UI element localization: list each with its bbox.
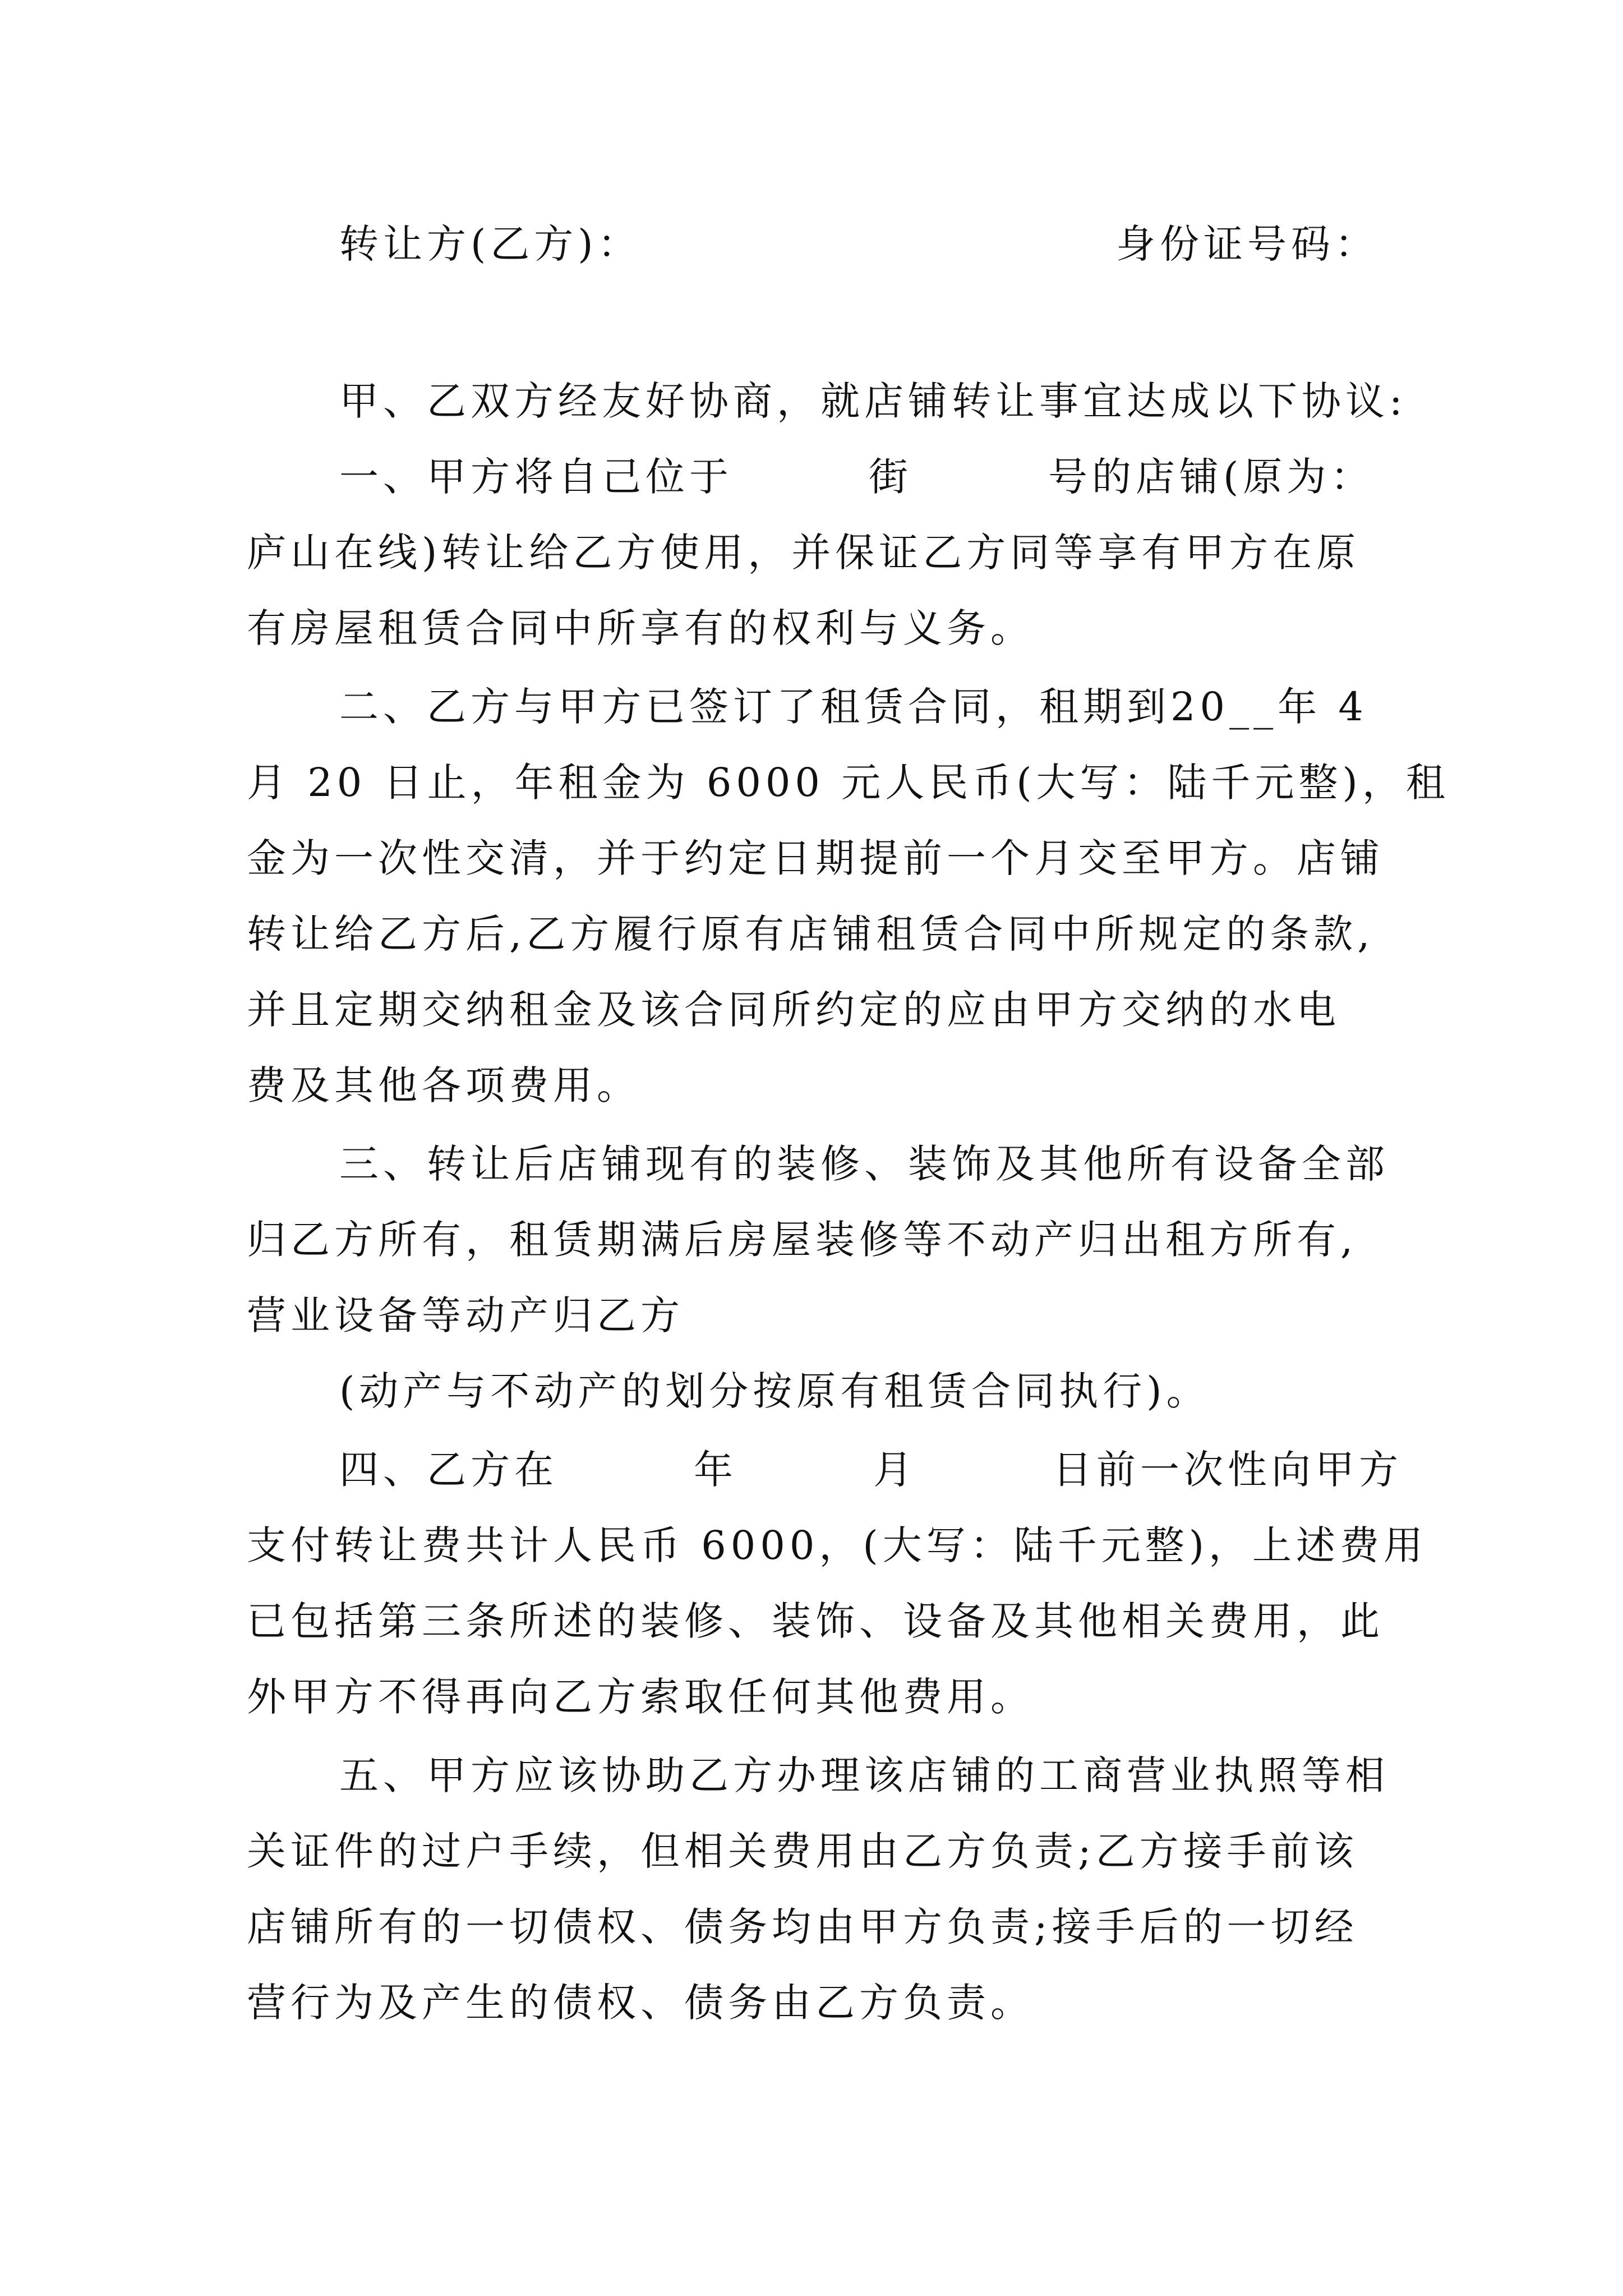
clause-3-line-2: 归乙方所有，租赁期满后房屋装修等不动产归出租方所有, — [247, 1217, 1358, 1263]
clause-2-line-1: 二、乙方与甲方已签订了租赁合同，租期到20__年 4 — [339, 684, 1368, 730]
clause-4-line-1: 四、乙方在 年 月 日前一次性向甲方 — [339, 1447, 1403, 1493]
clause-2-line-3: 金为一次性交清，并于约定日期提前一个月交至甲方。店铺 — [247, 835, 1384, 881]
clause-5-line-2: 关证件的过户手续，但相关费用由乙方负责;乙方接手前该 — [247, 1828, 1358, 1874]
clause-5-line-4: 营行为及产生的债权、债务由乙方负责。 — [247, 1980, 1034, 2026]
clause-3-line-1: 三、转让后店铺现有的装修、装饰及其他所有设备全部 — [339, 1141, 1389, 1187]
clause-4-line-2: 支付转让费共计人民币 6000，(大写：陆千元整)，上述费用 — [247, 1522, 1428, 1568]
clause-2-line-4: 转让给乙方后,乙方履行原有店铺租赁合同中所规定的条款, — [247, 911, 1375, 957]
id-number-label: 身份证号码： — [1116, 221, 1378, 267]
clause-2-line-2: 月 20 日止，年租金为 6000 元人民币(大写：陆千元整)，租 — [247, 760, 1450, 806]
intro-line: 甲、乙双方经友好协商，就店铺转让事宜达成以下协议: — [339, 378, 1407, 424]
clause-3-line-4: (动产与不动产的划分按原有租赁合同执行)。 — [339, 1368, 1210, 1414]
clause-5-line-3: 店铺所有的一切债权、债务均由甲方负责;接手后的一切经 — [247, 1904, 1358, 1950]
transferee-label: 转让方(乙方)： — [339, 221, 642, 267]
clause-3-line-3: 营业设备等动产归乙方 — [247, 1292, 684, 1338]
clause-1-line-2: 庐山在线)转让给乙方使用，并保证乙方同等享有甲方在原 — [247, 530, 1361, 576]
clause-1-line-1: 一、甲方将自己位于 街 号的店铺(原为： — [339, 454, 1375, 500]
clause-4-line-4: 外甲方不得再向乙方索取任何其他费用。 — [247, 1674, 1034, 1720]
clause-5-line-1: 五、甲方应该协助乙方办理该店铺的工商营业执照等相 — [339, 1752, 1389, 1798]
clause-2-line-6: 费及其他各项费用。 — [247, 1062, 640, 1108]
clause-4-line-3: 已包括第三条所述的装修、装饰、设备及其他相关费用，此 — [247, 1598, 1384, 1644]
clause-2-line-5: 并且定期交纳租金及该合同所约定的应由甲方交纳的水电 — [247, 987, 1340, 1033]
clause-1-line-3: 有房屋租赁合同中所享有的权利与义务。 — [247, 605, 1034, 651]
